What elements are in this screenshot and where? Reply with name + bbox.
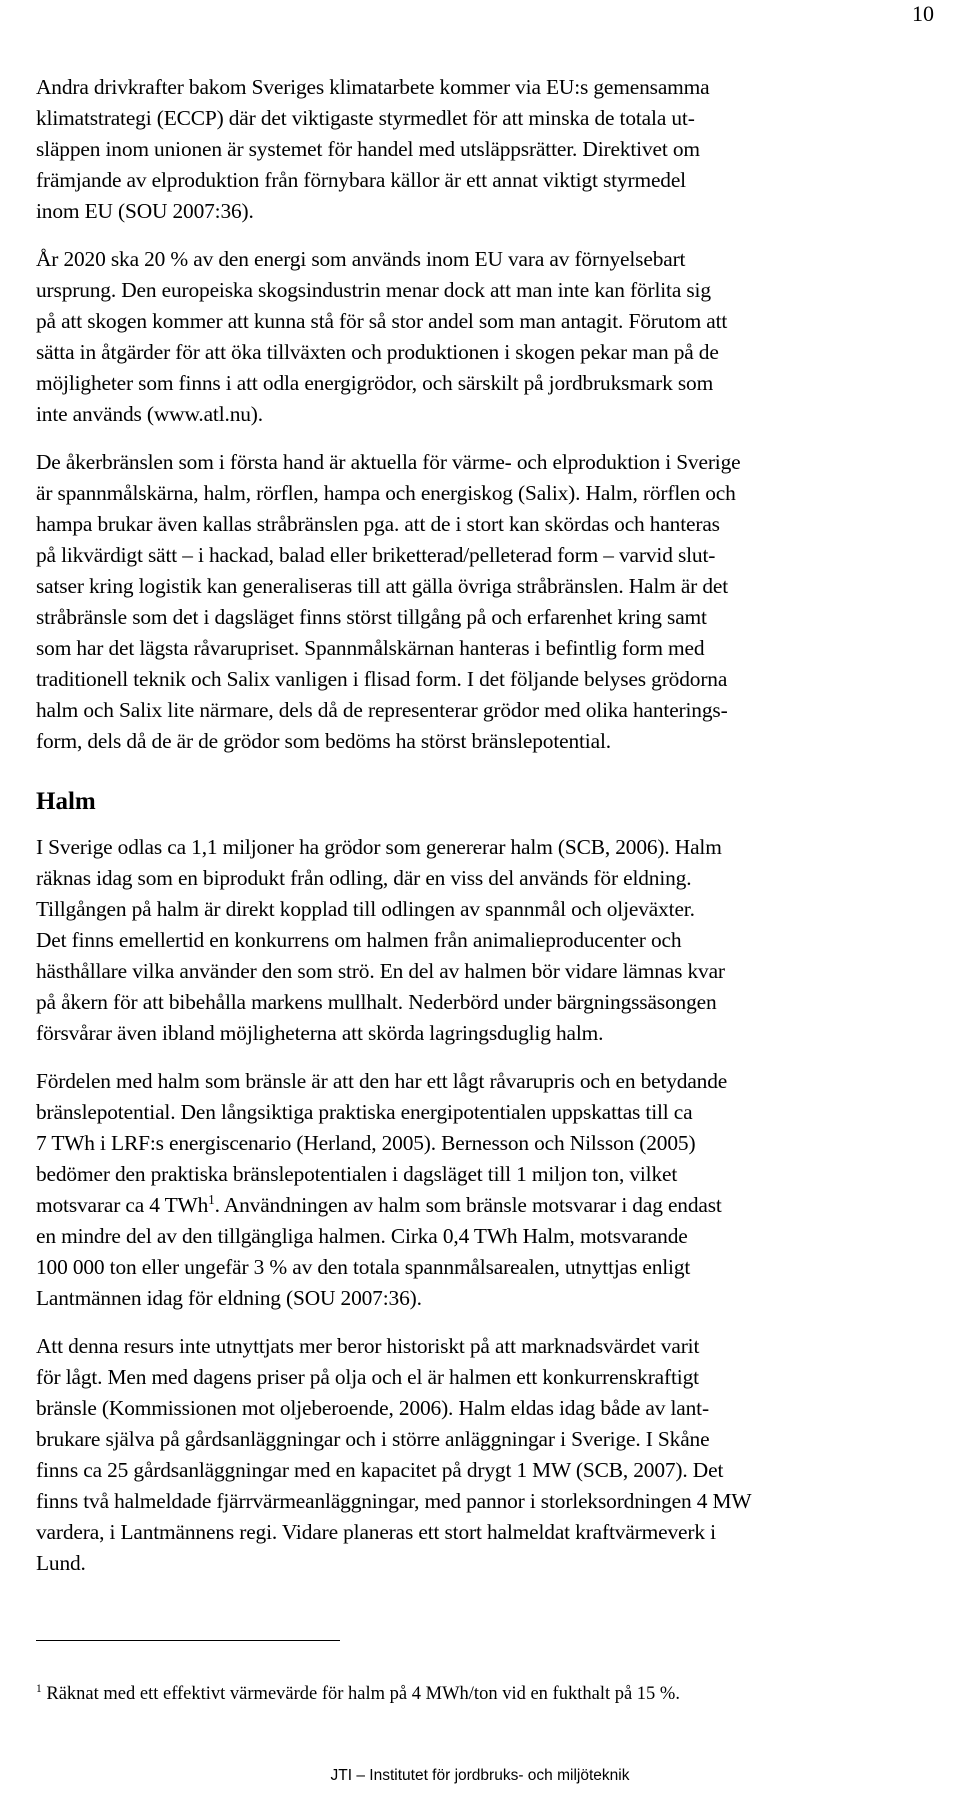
text-line: Tillgången på halm är direkt kopplad till odlingen av spannmål och oljeväxter.	[36, 897, 695, 921]
text-line: traditionell teknik och Salix vanligen i flisad form. I det följande belyses grödorna	[36, 667, 728, 691]
text-line: stråbränsle som det i dagsläget finns störst tillgång på och erfarenhet kring samt	[36, 605, 707, 629]
text-line: bränslepotential. Den långsiktiga praktiska energipotentialen uppskattas till ca	[36, 1100, 693, 1124]
page-footer: JTI – Institutet för jordbruks- och miljöteknik	[330, 1767, 630, 1784]
footnote-separator	[36, 1640, 340, 1641]
paragraph	[36, 244, 936, 430]
text-line: inte används (www.atl.nu).	[36, 402, 263, 426]
text-line: ursprung. Den europeiska skogsindustrin menar dock att man inte kan förlita sig	[36, 278, 711, 302]
text-line: på åkern för att bibehålla markens mullhalt. Nederbörd under bärgningssäsongen	[36, 990, 717, 1014]
text-line: främjande av elproduktion från förnybara källor är ett annat viktigt styrmedel	[36, 168, 686, 192]
text-fragment: . Användningen av halm som bränsle motsvarar i dag endast	[214, 1193, 722, 1217]
paragraph	[36, 1331, 936, 1579]
text-line: satser kring logistik kan generaliseras till att gälla övriga stråbränslen. Halm är det	[36, 574, 729, 598]
paragraph	[36, 1066, 936, 1314]
text-line: möjligheter som finns i att odla energigrödor, och särskilt på jordbruksmark som	[36, 371, 714, 395]
text-line: som har det lägsta råvarupriset. Spannmålskärnan hanteras i befintlig form med	[36, 636, 705, 660]
page-number: 10	[912, 1, 934, 26]
text-line: År 2020 ska 20 % av den energi som används inom EU vara av förnyelsebart	[36, 247, 686, 271]
text-line: vardera, i Lantmännens regi. Vidare planeras ett stort halmeldat kraftvärmeverk i	[36, 1520, 716, 1544]
text-line: 7 TWh i LRF:s energiscenario (Herland, 2005). Bernesson och Nilsson (2005)	[36, 1131, 696, 1155]
text-line: Det finns emellertid en konkurrens om halmen från animalieproducenter och	[36, 928, 682, 952]
paragraph	[36, 832, 936, 1049]
text-line: inom EU (SOU 2007:36).	[36, 199, 254, 223]
footnote-marker: 1	[36, 1682, 42, 1695]
text-line: för lågt. Men med dagens priser på olja och el är halmen ett konkurrenskraftigt	[36, 1365, 699, 1389]
text-line: på att skogen kommer att kunna stå för så stor andel som man antagit. Förutom att	[36, 309, 728, 333]
footnote-text: Räknat med ett effektivt värmevärde för halm på 4 MWh/ton vid en fukthalt på 15 %.	[41, 1684, 680, 1704]
text-line: hästhållare vilka använder den som strö. En del av halmen bör vidare lämnas kvar	[36, 959, 725, 983]
text-line-with-footnote	[36, 1190, 936, 1221]
text-fragment: motsvarar ca 4 TWh	[36, 1193, 209, 1217]
text-line: brukare själva på gårdsanläggningar och i större anläggningar i Sverige. I Skåne	[36, 1427, 710, 1451]
paragraph	[36, 447, 936, 757]
text-line: bedömer den praktiska bränslepotentialen i dagsläget till 1 miljon ton, vilket	[36, 1162, 678, 1186]
text-line: De åkerbränslen som i första hand är aktuella för värme- och elproduktion i Sverige	[36, 450, 741, 474]
text-line: räknas idag som en biprodukt från odling, där en viss del används för eldning.	[36, 866, 692, 890]
text-line: på likvärdigt sätt – i hackad, balad eller briketterad/pelleterad form – varvid slut-	[36, 543, 716, 567]
text-line: försvårar även ibland möjligheterna att skörda lagringsduglig halm.	[36, 1021, 604, 1045]
text-line: halm och Salix lite närmare, dels då de representerar grödor med olika hanterings-	[36, 698, 728, 722]
text-line: Fördelen med halm som bränsle är att den har ett lågt råvarupris och en betydande	[36, 1069, 728, 1093]
body-text	[36, 72, 936, 1596]
paragraph	[36, 72, 936, 227]
footnote	[36, 1682, 680, 1706]
text-line: bränsle (Kommissionen mot oljeberoende, 2006). Halm eldas idag både av lant-	[36, 1396, 709, 1420]
text-line: klimatstrategi (ECCP) där det viktigaste styrmedlet för att minska de totala ut-	[36, 106, 695, 130]
text-line: Att denna resurs inte utnyttjats mer beror historiskt på att marknadsvärdet varit	[36, 1334, 700, 1358]
text-line: 100 000 ton eller ungefär 3 % av den totala spannmålsarealen, utnyttjas enligt	[36, 1255, 691, 1279]
text-line: Lantmännen idag för eldning (SOU 2007:36).	[36, 1286, 422, 1310]
text-line: sätta in åtgärder för att öka tillväxten och produktionen i skogen pekar man på de	[36, 340, 719, 364]
text-line: Andra drivkrafter bakom Sveriges klimatarbete kommer via EU:s gemensamma	[36, 75, 710, 99]
text-line: form, dels då de är de grödor som bedöms ha störst bränslepotential.	[36, 729, 611, 753]
text-line: Lund.	[36, 1551, 86, 1575]
text-line: är spannmålskärna, halm, rörflen, hampa och energiskog (Salix). Halm, rörflen och	[36, 481, 736, 505]
text-line: finns två halmeldade fjärrvärmeanläggningar, med pannor i storleksordningen 4 MW	[36, 1489, 752, 1513]
section-heading: Halm	[36, 788, 96, 815]
text-line: en mindre del av den tillgängliga halmen. Cirka 0,4 TWh Halm, motsvarande	[36, 1224, 688, 1248]
text-line: släppen inom unionen är systemet för handel med utsläppsrätter. Direktivet om	[36, 137, 700, 161]
text-line: I Sverige odlas ca 1,1 miljoner ha grödor som genererar halm (SCB, 2006). Halm	[36, 835, 722, 859]
text-line: hampa brukar även kallas stråbränslen pga. att de i stort kan skördas och hanteras	[36, 512, 720, 536]
footnote-reference[interactable]: 1	[208, 1191, 215, 1207]
text-line: finns ca 25 gårdsanläggningar med en kapacitet på drygt 1 MW (SCB, 2007). Det	[36, 1458, 724, 1482]
